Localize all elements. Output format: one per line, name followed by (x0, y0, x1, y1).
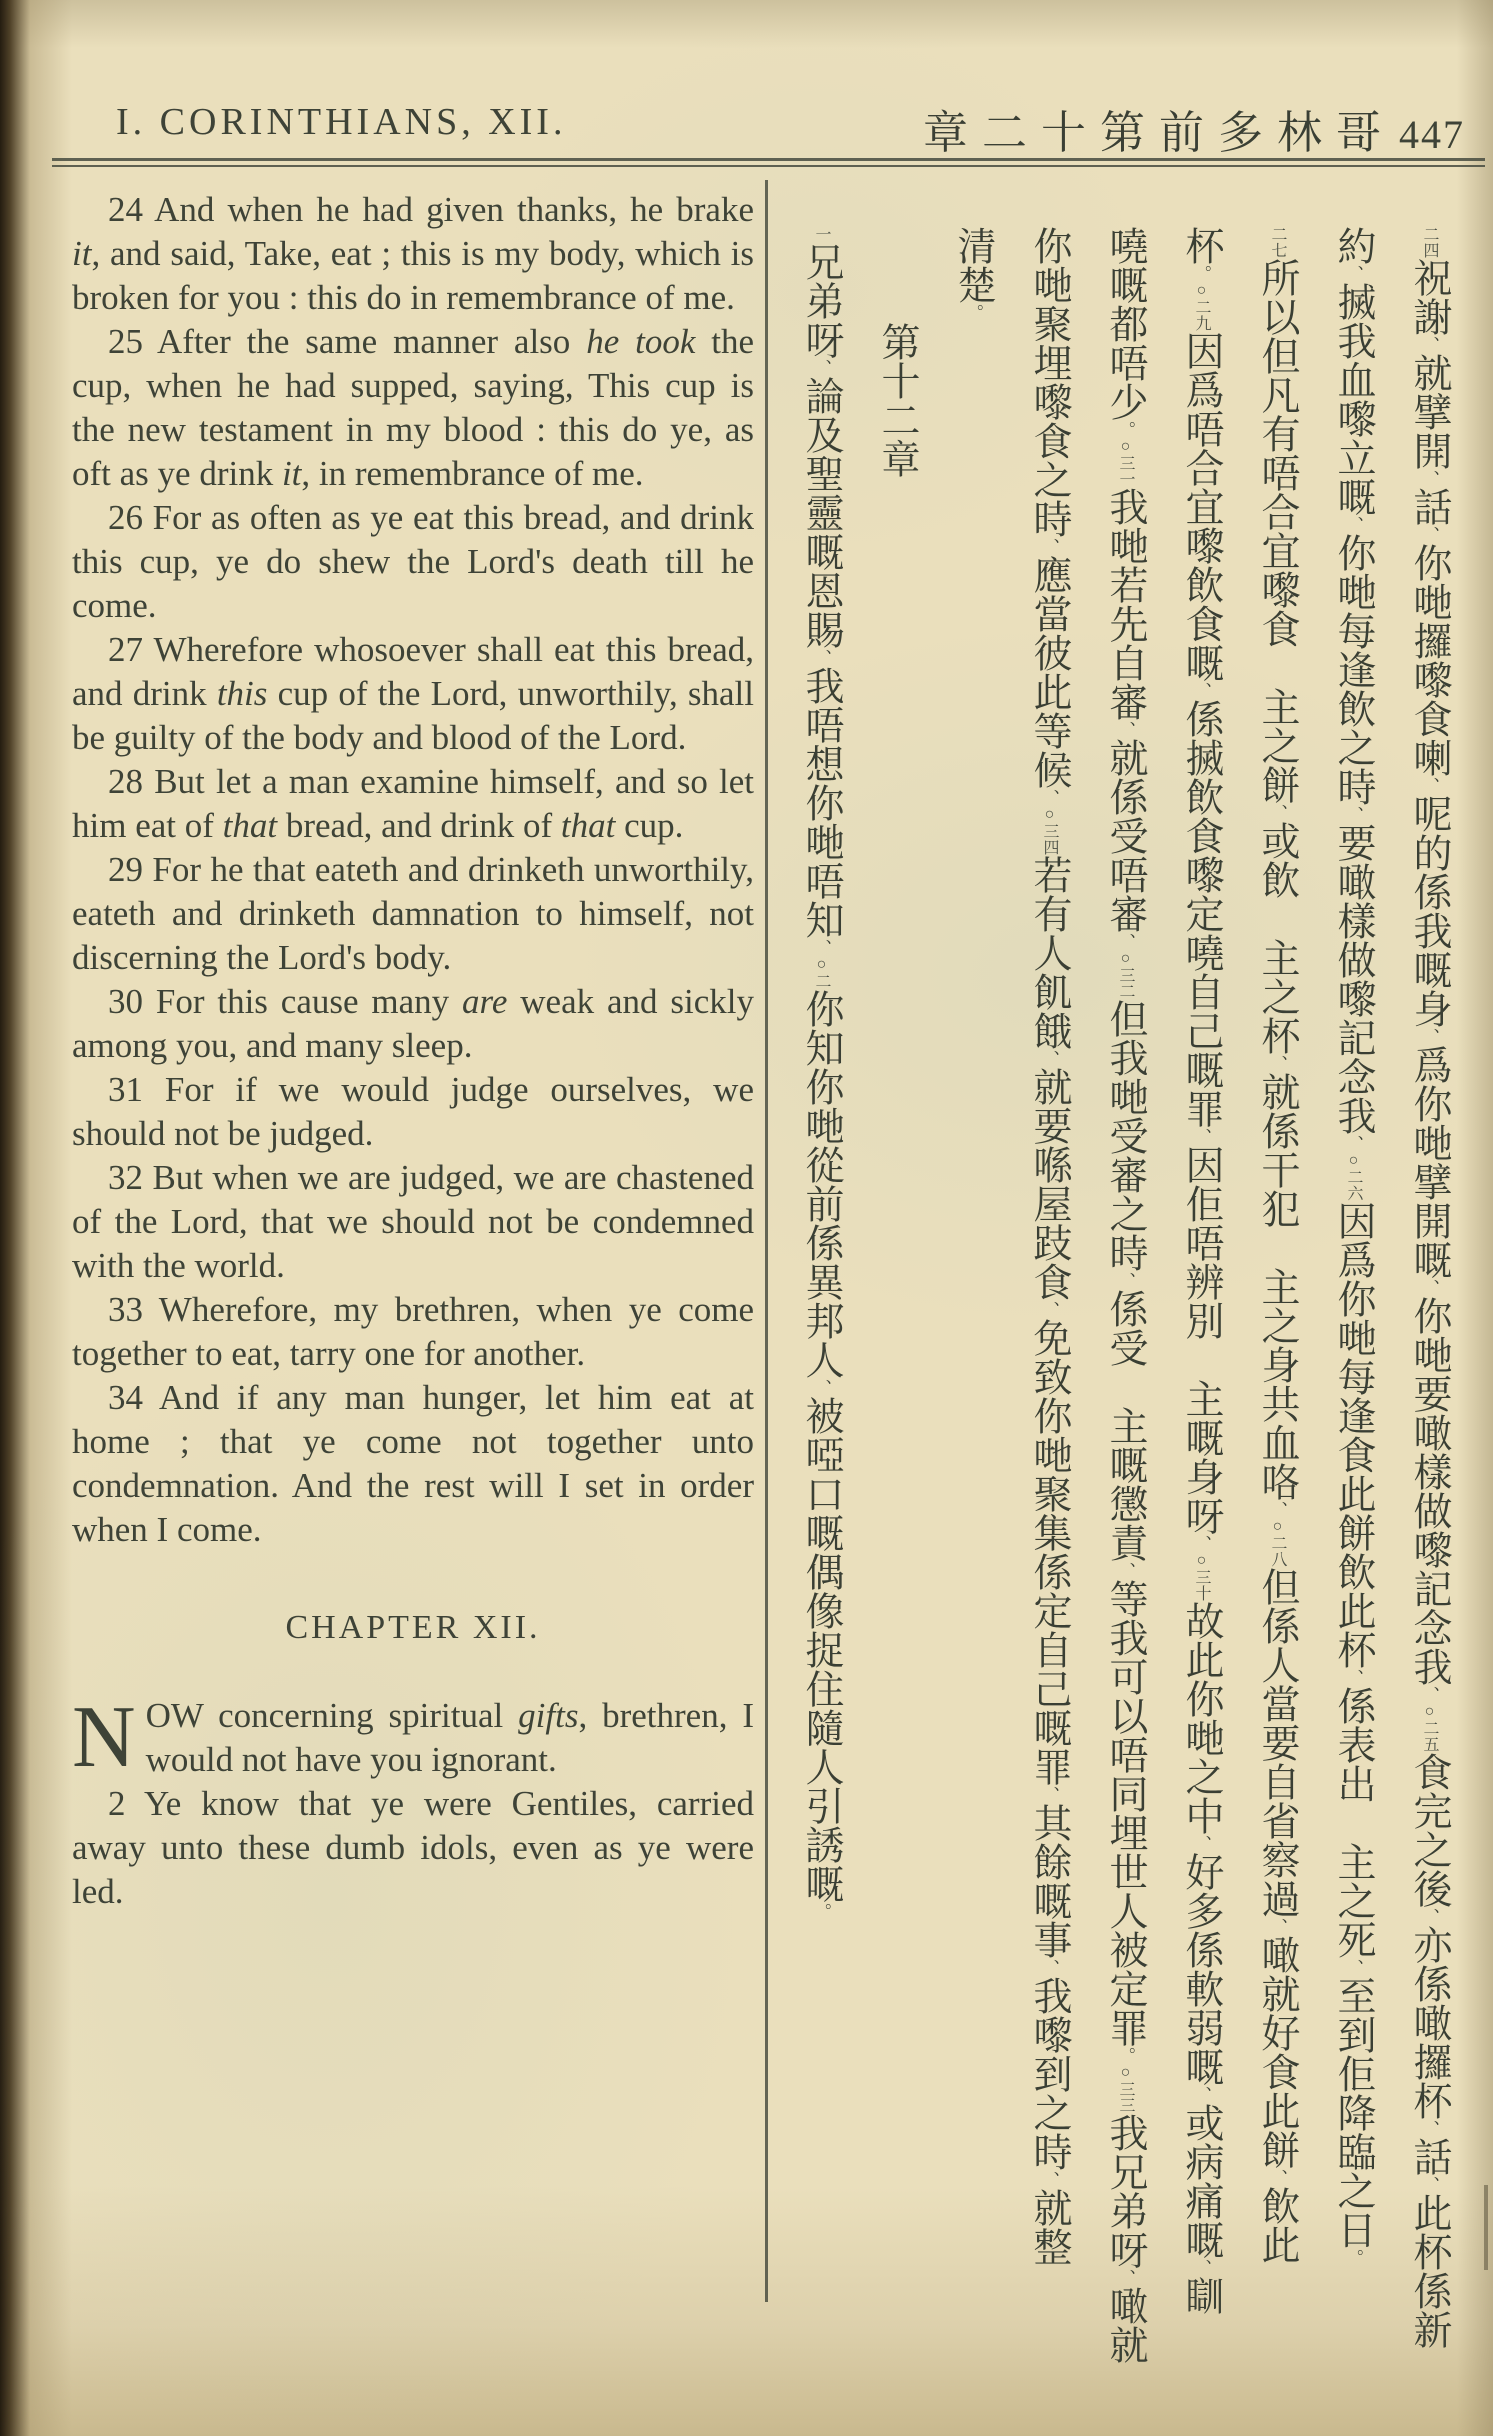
verse-marker: ○二六 (1345, 1152, 1362, 1201)
chinese-column-v34-end: 清楚。 (952, 226, 995, 321)
verse-paragraph: 31 For if we would judge ourselves, we should not be judged. (72, 1070, 754, 1153)
running-head-chinese-text: 章二十第前多林哥 (922, 108, 1395, 158)
verse-marker: 二七 (1269, 226, 1286, 258)
verse-paragraph: 34 And if any man hunger, let him eat at home ; that ye come not together unto condemnation. And the rest will I set in order when I come. (72, 1378, 754, 1549)
column-divider-rule (765, 180, 768, 2302)
chinese-column-v24-25: 二四祝謝、就擘開、話、你哋攞嚟食喇、呢的係我嘅身、爲你哋擘開嘅、你哋要噉樣做嚟記念我、○二五食完之後、亦係噉攞杯、話、此杯係新 (1408, 226, 1451, 2349)
verse-number: 25 (108, 322, 143, 361)
chinese-column-v29-30: 杯。○二九因爲唔合宜嚟飲食嘅、係搣飲食嚟定嘵自己嘅罪、因佢唔辨別 主嘅身呀、○三十故此你哋之中、好多係軟弱嘅、或病痛嘅、瞓 (1180, 226, 1223, 2315)
verse-number: 34 (108, 1378, 143, 1417)
verse-marker: 一 (813, 226, 830, 242)
verse-marker: ○三一 (1117, 438, 1134, 487)
page-number: 447 (1399, 112, 1465, 157)
verse-marker: ○三三 (1117, 2064, 1134, 2113)
verse-paragraph: 2 Ye know that ye were Gentiles, carried away unto these dumb idols, even as ye were led. (72, 1784, 754, 1911)
verse-paragraph: 29 For he that eateth and drinketh unworthily, eateth and drinketh damnation to himself, not discerning the Lord's body. (72, 850, 754, 977)
chinese-column-chapter-heading: 第十二章 (876, 322, 919, 478)
verse-number: 30 (108, 982, 143, 1021)
verse-paragraph: 26 For as often as ye eat this bread, and drink this cup, ye do shew the Lord's death till he come. (72, 498, 754, 625)
verse-paragraph: NOW concerning spiritual gifts, brethren, I would not have you ignorant. (72, 1689, 754, 1786)
verse-paragraph: 32 But when we are judged, we are chastened of the Lord, that we should not be condemned with the world. (72, 1158, 754, 1285)
verse-number: 31 (108, 1070, 143, 1109)
verse-number: 29 (108, 850, 143, 889)
verse-marker: ○二 (813, 956, 830, 989)
chapter-heading: CHAPTER XII. (285, 1609, 541, 1646)
verse-number: 28 (108, 762, 143, 801)
verse-number: 33 (108, 1290, 143, 1329)
chinese-column-v25-26: 約、搣我血嚟立嘅、你哋每逢飲之時、要噉樣做嚟記念我、○二六因爲你哋每逢食此餅飲此杯、係表出 主之死、至到佢降臨之日。 (1332, 226, 1375, 2266)
verse-paragraph: 24 And when he had given thanks, he brake it, and said, Take, eat ; this is my body, which is broken for you : this do in remembrance of me. (72, 190, 754, 317)
running-head-chinese (923, 96, 1465, 161)
running-head-english: I. CORINTHIANS, XII. (116, 101, 567, 143)
verse-marker: ○二八 (1269, 1518, 1286, 1567)
verse-marker: ○三四 (1041, 806, 1058, 855)
verse-paragraph: 30 For this cause many are weak and sickly among you, and many sleep. (72, 982, 754, 1065)
english-column (72, 188, 754, 1914)
chinese-column-ch12-v1-2: 一兄弟呀、論及聖靈嘅恩賜、我唔想你哋唔知、○二你知你哋從前係異邦人、被啞口嘅偶像捉住隨人引誘嘅。 (800, 226, 843, 1920)
verse-number: 2 (108, 1784, 126, 1823)
verse-paragraph: 25 After the same manner also he took the cup, when he had supped, saying, This cup is the new testament in my blood : this do ye, as oft as ye drink it, in remembrance of me. (72, 322, 754, 493)
verse-number: 24 (108, 190, 143, 229)
chinese-column-area (783, 226, 1467, 2386)
chinese-column-v31-33: 嘵嘅都唔少。○三一我哋若先自審、就係受唔審、○三二但我哋受審之時、係受 主嘅懲責、等我可以唔同埋世人被定罪。○三三我兄弟呀、噉就 (1104, 226, 1147, 2364)
verse-number: 27 (108, 630, 143, 669)
verse-marker: ○二九 (1193, 282, 1210, 331)
verse-marker: ○三十 (1193, 1552, 1210, 1601)
header-double-rule (52, 158, 1485, 167)
verse-marker: ○三二 (1117, 950, 1134, 999)
chinese-column-v27-28: 二七所以但凡有唔合宜嚟食 主之餅、或飲 主之杯、就係干犯 主之身共血咯、○二八但係人當要自省察過、噉就好食此餅、飲此 (1256, 226, 1299, 2264)
verse-paragraph: 28 But let a man examine himself, and so let him eat of that bread, and drink of that cup. (72, 762, 754, 845)
page-edge-mark (1484, 2185, 1488, 2270)
verse-marker: 二四 (1421, 226, 1438, 258)
verse-marker: ○二五 (1421, 1703, 1438, 1752)
verse-number: 26 (108, 498, 143, 537)
verse-paragraph: 33 Wherefore, my brethren, when ye come together to eat, tarry one for another. (72, 1290, 754, 1373)
drop-cap: N (72, 1689, 136, 1786)
verse-paragraph: 27 Wherefore whosoever shall eat this bread, and drink this cup of the Lord, unworthily, shall be guilty of the body and blood of the Lord. (72, 630, 754, 757)
verse-number: 32 (108, 1158, 143, 1197)
chinese-column-v33-34: 你哋聚埋嚟食之時、應當彼此等候、○三四若有人飢餓、就要喺屋跂食、免致你哋聚集係定自己嘅罪、其餘嘅事、我嚟到之時、就整 (1028, 226, 1071, 2266)
